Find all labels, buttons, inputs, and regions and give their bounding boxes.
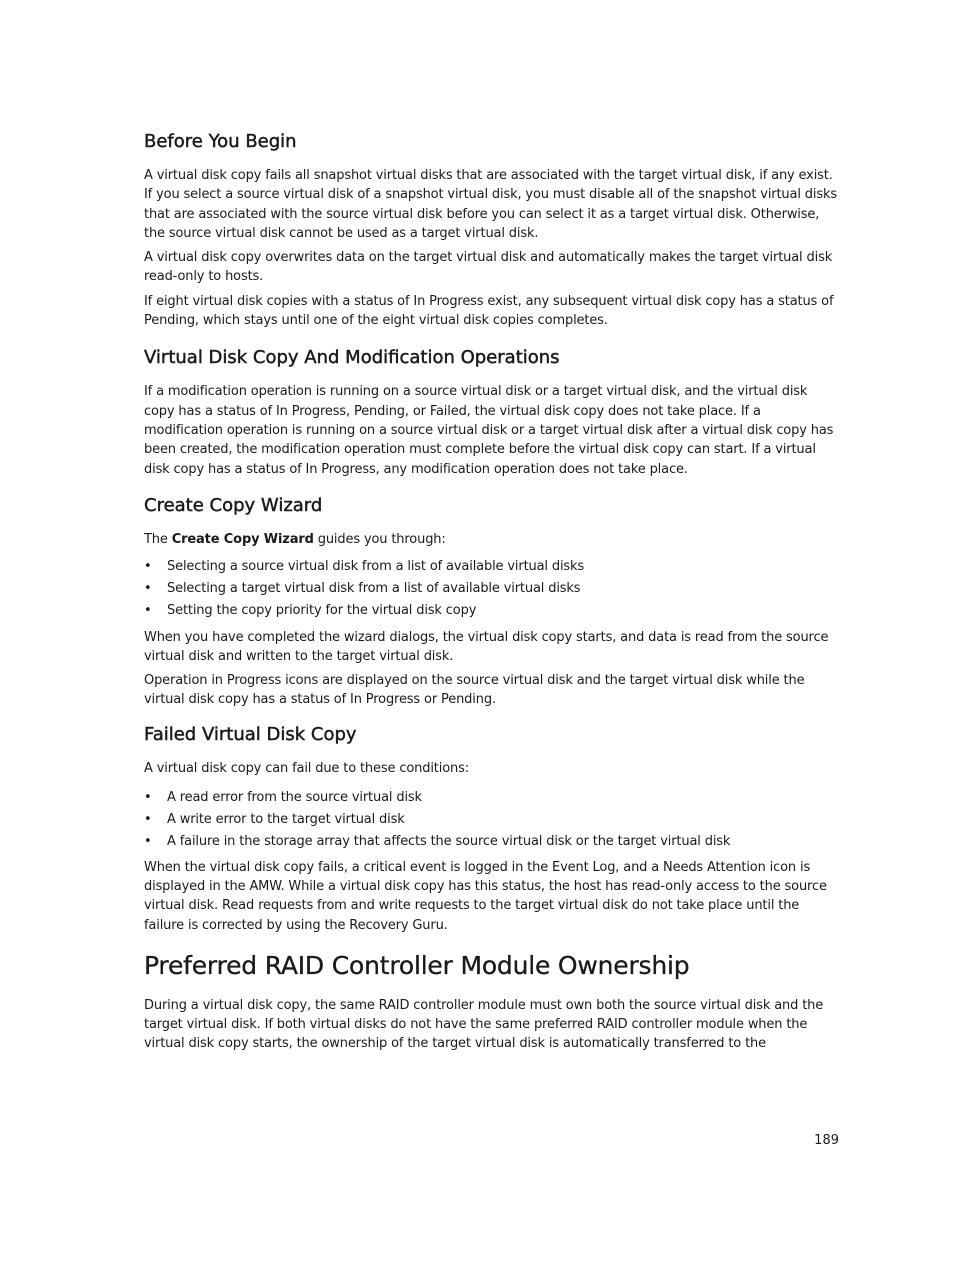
list-item-text: Selecting a target virtual disk from a list of available virtual disks — [167, 581, 581, 597]
section-heading-before-you-begin: Before You Begin — [144, 131, 297, 152]
wizard-steps-list — [144, 556, 840, 622]
chapter-heading-preferred-ownership: Preferred RAID Controller Module Ownership — [144, 950, 690, 980]
list-item-text: Setting the copy priority for the virtual disk copy — [167, 603, 477, 619]
list-item-text: A write error to the target virtual disk — [167, 811, 405, 827]
bullet: • — [144, 833, 152, 849]
paragraph: If eight virtual disk copies with a status of In Progress exist, any subsequent virtual disk copy has a status of Pending, which stays until one of the eight virtual disk copies completes. — [144, 293, 834, 329]
section-heading-create-copy-wizard: Create Copy Wizard — [144, 494, 323, 516]
wizard-name: Create Copy Wizard — [171, 531, 314, 547]
list-item-text: A failure in the storage array that affects the source virtual disk or the target virtual disk — [167, 833, 731, 849]
section-heading-failed-copy: Failed Virtual Disk Copy — [144, 724, 357, 746]
paragraph: A virtual disk copy can fail due to these conditions: — [144, 761, 469, 777]
wizard-intro — [144, 530, 840, 549]
list-item-text: A read error from the source virtual disk — [167, 789, 422, 805]
paragraph: If a modification operation is running on a source virtual disk or a target virtual disk, and the virtual disk copy has a status of In Progress, Pending, or Failed, the virtual disk copy does not take place. If a modification operation is running on a source virtual disk or a target virtual disk after a virtual disk copy has been created, the modification operation must complete before the virtual disk copy can start. If a virtual disk copy has a status of In Progress, any modification operation does not take place. — [144, 384, 834, 477]
list-item — [144, 831, 840, 853]
paragraph: When you have completed the wizard dialogs, the virtual disk copy starts, and data is read from the source virtual disk and written to the target virtual disk. — [144, 630, 829, 665]
bullet: • — [144, 559, 152, 575]
paragraph: A virtual disk copy overwrites data on the target virtual disk and automatically makes the target virtual disk read-only to hosts. — [144, 250, 833, 285]
paragraph: A virtual disk copy fails all snapshot virtual disks that are associated with the target virtual disk, if any exist. If you select a source virtual disk of a snapshot virtual disk, you must disable all of the snapshot virtual disks that are associated with the source virtual disk before you can select it as a target virtual disk. Otherwise, the source virtual disk cannot be used as a target virtual disk. — [144, 168, 837, 241]
page-number: 189 — [814, 1133, 839, 1148]
section-heading-modification-operations: Virtual Disk Copy And Modification Operations — [144, 347, 560, 369]
list-item — [144, 809, 840, 831]
bullet: • — [144, 581, 152, 597]
list-item — [144, 556, 840, 578]
failure-conditions-list — [144, 787, 840, 853]
list-item-text: Selecting a source virtual disk from a list of available virtual disks — [167, 559, 585, 575]
bullet: • — [144, 789, 152, 805]
list-item — [144, 578, 840, 600]
wizard-intro-text: guides you through: — [313, 531, 446, 547]
wizard-intro-text: The — [144, 531, 172, 547]
list-item — [144, 787, 840, 809]
paragraph: Operation in Progress icons are displayed on the source virtual disk and the target virtual disk while the virtual disk copy has a status of In Progress or Pending. — [144, 672, 805, 708]
list-item — [144, 600, 840, 622]
paragraph: During a virtual disk copy, the same RAID controller module must own both the source virtual disk and the target virtual disk. If both virtual disks do not have the same preferred RAID controller module when the virtual disk copy starts, the ownership of the target virtual disk is automatically transferred to the — [144, 997, 824, 1052]
bullet: • — [144, 811, 152, 827]
paragraph: When the virtual disk copy fails, a critical event is logged in the Event Log, and a Needs Attention icon is displayed in the AMW. While a virtual disk copy has this status, the host has read-only access to the source virtual disk. Read requests from and write requests to the target virtual disk do not take place until the failure is corrected by using the Recovery Guru. — [144, 859, 827, 933]
page-content — [144, 128, 840, 1054]
bullet: • — [144, 603, 152, 619]
